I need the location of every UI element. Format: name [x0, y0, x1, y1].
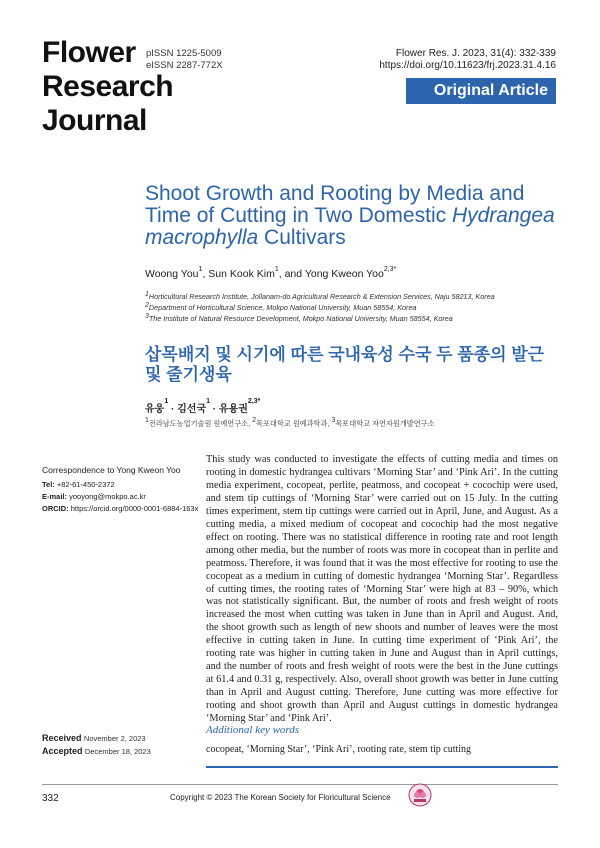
journal-name-line: Research	[42, 70, 174, 103]
keywords-text: cocopeat, ‘Morning Star’, ‘Pink Ari’, rooting rate, stem tip cutting	[206, 744, 472, 755]
author-separator: ·	[168, 404, 178, 415]
affiliation-sup: 3	[331, 417, 336, 424]
journal-name-line: Journal	[42, 104, 147, 137]
pissn: pISSN 1225-5009	[146, 48, 222, 59]
affiliation-item	[145, 291, 565, 302]
affiliations-ko	[145, 419, 435, 429]
footer-divider	[42, 784, 558, 785]
page-number: 332	[42, 793, 59, 804]
author-sup: 1	[274, 266, 279, 273]
title-species: Hydrangea macrophylla	[145, 204, 555, 249]
issn-block	[146, 48, 223, 72]
affiliation-sup: 2	[252, 417, 257, 424]
orcid-label: ORCID:	[42, 504, 69, 513]
title-part: Shoot Growth and Rooting by Media and Time of Cutting in Two Domestic	[145, 182, 525, 227]
affiliation-text: Department of Horticultural Science, Mokpo National University, Muan 58554, Korea	[148, 303, 417, 312]
author-name: 유웅	[145, 404, 165, 415]
correspondence-email	[42, 491, 202, 503]
received-row	[42, 732, 151, 745]
affiliation-sup: 2	[145, 302, 149, 309]
journal-logo	[42, 36, 174, 138]
accepted-row	[42, 745, 151, 758]
accepted-date: December 18, 2023	[84, 747, 151, 756]
received-date: November 2, 2023	[83, 734, 146, 743]
affiliation-item	[145, 313, 565, 324]
correspondence-tel	[42, 479, 202, 491]
author-name: Yong Kweon Yoo	[304, 268, 384, 280]
author-separator: , and	[278, 268, 305, 280]
correspondence-block	[42, 464, 202, 515]
accepted-label: Accepted	[42, 746, 83, 756]
author-sup: 2,3*	[383, 266, 397, 273]
author-name: Woong You	[145, 268, 199, 280]
affiliation-text: 목포대학교 원예과학과,	[256, 419, 332, 428]
email-label: E-mail:	[42, 492, 68, 501]
orcid-value[interactable]: https://orcid.org/0000-0001-6884-163x	[68, 504, 199, 513]
author-name: 유용권	[218, 404, 248, 415]
article-title-en	[145, 183, 575, 249]
correspondence-orcid	[42, 503, 202, 515]
doi-link[interactable]: https://doi.org/10.11623/frj.2023.31.4.16	[379, 60, 556, 71]
copyright-text: Copyright © 2023 The Korean Society for Floricultural Science	[170, 793, 391, 802]
article-type-banner: Original Article	[406, 78, 556, 104]
author-sup: 2,3*	[247, 398, 261, 405]
affiliation-sup: 3	[145, 313, 149, 320]
affiliation-sup: 1	[145, 417, 149, 424]
authors-ko	[145, 400, 260, 415]
citation-block	[379, 48, 556, 72]
keywords-heading: Additional key words	[206, 724, 300, 736]
journal-name-line: Flower	[42, 36, 136, 69]
author-separator: ,	[202, 268, 209, 280]
dates-block	[42, 732, 151, 758]
society-seal-icon	[408, 783, 432, 807]
affiliation-text: 목포대학교 자연자원개발연구소	[335, 419, 435, 428]
affiliation-item	[145, 302, 565, 313]
authors-en	[145, 268, 396, 280]
correspondence-heading: Correspondence to Yong Kweon Yoo	[42, 465, 181, 475]
journal-citation: Flower Res. J. 2023, 31(4): 332-339	[395, 48, 556, 59]
tel-label: Tel:	[42, 480, 55, 489]
author-name: Sun Kook Kim	[208, 268, 275, 280]
author-sup: 1	[164, 398, 169, 405]
affiliations-en	[145, 291, 565, 324]
author-sup: 1	[198, 266, 203, 273]
affiliation-text: Horticultural Research Institute, Jollanam-do Agricultural Research & Extension Services, Naju 58213, Korea	[148, 292, 495, 301]
author-separator: ·	[210, 404, 219, 415]
email-value[interactable]: yooyong@mokpo.ac.kr	[67, 492, 146, 501]
affiliation-text: 전라남도농업기술원 원예연구소,	[148, 419, 253, 428]
article-title-ko: 삽목배지 및 시기에 따른 국내육성 수국 두 품종의 발근 및 줄기생육	[145, 345, 545, 384]
affiliation-sup: 1	[145, 291, 149, 298]
author-sup: 1	[206, 398, 211, 405]
abstract-text: This study was conducted to investigate the effects of cutting media and times on rooting in domestic hydrangea cultivars ‘Morning Star’ and ‘Pink Ari’. In the cutting media experiment, cocopeat, perlite, peatmoss, and cocopeat + cocochip were used, and stem tip cuttings of ‘Morning Star’ were carried out on 15 July. In the cutting times experiment, stem tip cuttings were carried out in April, June, and August. As a cutting media, a mixed medium of cocopeat and cocochip had the most negative effect on rooting. There was no statistical difference in rooting rate and root length among other media, but the number of roots was more in cocopeat than in perlite and peatmoss. Therefore, it was found that it was the most effective for rooting to use the cocopeat as a medium in cutting of domestic hydrangea ‘Morning Star’. Regardless of cutting times, the rooting rates of ‘Morning Star’ were high at 83 – 90%, which was not statistically significant. But, the number of roots and fresh weight of roots increased the most when cutting was taken in June than in April and August. And, the shoot growth such as length of new shoots and number of leaves were the most effective in cutting taken in June. In cutting time experiment of ‘Pink Ari’, the rooting rate was higher in cutting taken in June and August than in April cuttings, and the number of roots and fresh weight of roots were the best in the June cuttings at 61.4 and 0.31 g, respectively. Also, overall shoot growth was better in June cutting than in April and August cutting. Therefore, June cutting was more effective for rooting and shoot growth than April and August cuttings in domestic hydrangea ‘Morning Star’ and ‘Pink Ari’.	[206, 454, 558, 725]
tel-value: +82-61-450-2372	[54, 480, 115, 489]
affiliation-text: The Institute of Natural Resource Development, Mokpo National University, Muan 58554, Korea	[148, 314, 453, 323]
received-label: Received	[42, 733, 82, 743]
author-name: 김선국	[177, 404, 207, 415]
eissn: eISSN 2287-772X	[146, 60, 223, 71]
keywords-divider	[206, 766, 558, 768]
title-part: Cultivars	[258, 226, 346, 249]
